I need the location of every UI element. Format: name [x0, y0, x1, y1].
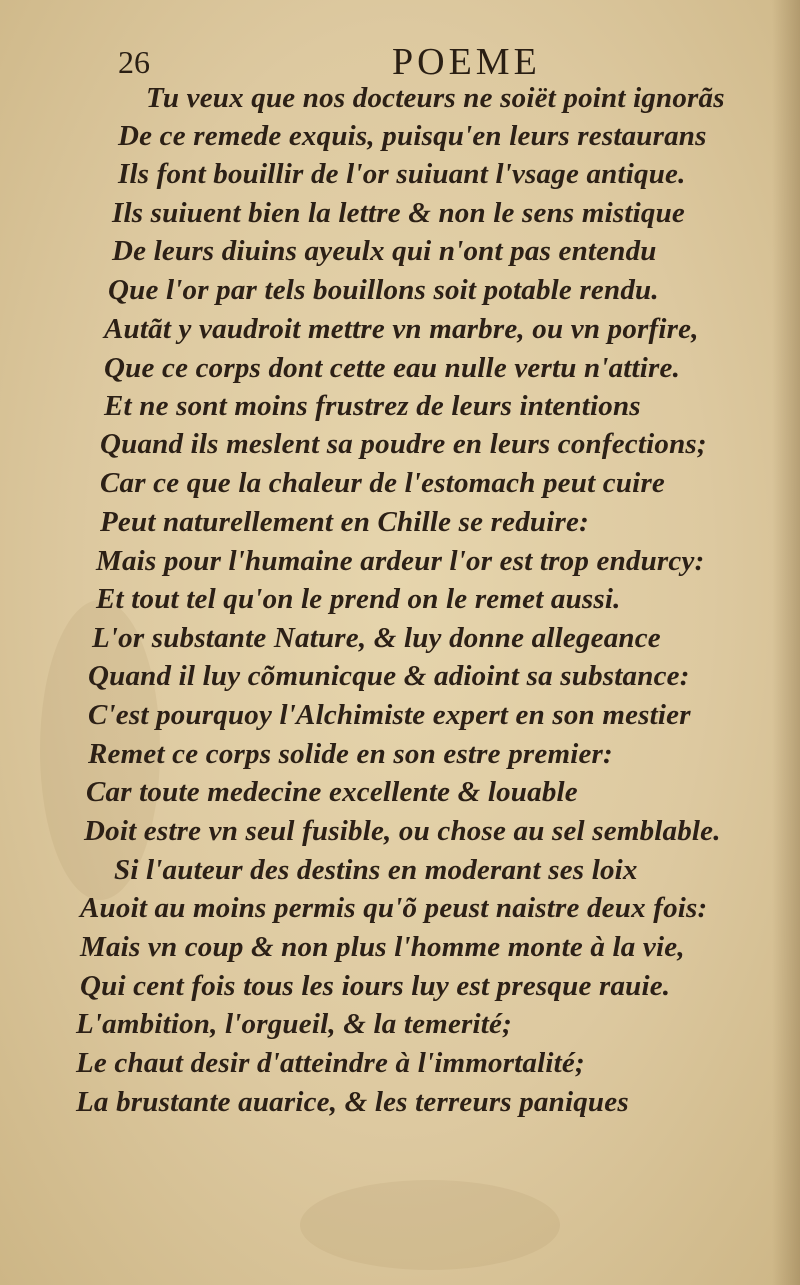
verse-line: Mais vn coup & non plus l'homme monte à la vie,: [80, 931, 685, 963]
verse-line: De leurs diuins ayeulx qui n'ont pas entendu: [112, 235, 657, 267]
verse-line: Quand il luy cõmunicque & adioint sa substance:: [88, 660, 690, 692]
verse-line: La brustante auarice, & les terreurs paniques: [76, 1086, 629, 1118]
verse-line: L'or substante Nature, & luy donne allegeance: [92, 622, 661, 654]
page-number: 26: [118, 44, 150, 80]
verse-line: Doit estre vn seul fusible, ou chose au sel semblable.: [84, 815, 721, 847]
verse-line: Quand ils meslent sa poudre en leurs confections;: [100, 428, 707, 460]
verse-line: Ils font bouillir de l'or suiuant l'vsage antique.: [118, 158, 686, 190]
verse-line: Et ne sont moins frustrez de leurs intentions: [104, 390, 641, 422]
paper-stain: [300, 1180, 560, 1270]
verse-line: Peut naturellement en Chille se reduire:: [100, 506, 589, 538]
verse-line: Mais pour l'humaine ardeur l'or est trop endurcy:: [96, 545, 705, 577]
verse-line: Le chaut desir d'atteindre à l'immortalité;: [76, 1047, 585, 1079]
verse-line: Autãt y vaudroit mettre vn marbre, ou vn porfire,: [104, 313, 699, 345]
verse-line: Et tout tel qu'on le prend on le remet aussi.: [96, 583, 621, 615]
verse-line: Que l'or par tels bouillons soit potable rendu.: [108, 274, 659, 306]
verse-line: De ce remede exquis, puisqu'en leurs restaurans: [118, 120, 707, 152]
verse-line: Si l'auteur des destins en moderant ses loix: [114, 854, 638, 886]
verse-line: Remet ce corps solide en son estre premier:: [88, 738, 613, 770]
verse-line: L'ambition, l'orgueil, & la temerité;: [76, 1008, 512, 1040]
running-title: POEME: [392, 41, 541, 83]
verse-line: Ils suiuent bien la lettre & non le sens mistique: [112, 197, 685, 229]
verse-line: Qui cent fois tous les iours luy est presque rauie.: [80, 970, 671, 1002]
verse-line: Car ce que la chaleur de l'estomach peut cuire: [100, 467, 666, 499]
page-edge-shadow: [772, 0, 800, 1285]
verse-line: C'est pourquoy l'Alchimiste expert en son mestier: [88, 699, 691, 731]
verse-line: Car toute medecine excellente & louable: [86, 776, 578, 808]
verse-line: Auoit au moins permis qu'õ peust naistre deux fois:: [80, 892, 708, 924]
verse-line: Que ce corps dont cette eau nulle vertu n'attire.: [104, 352, 681, 384]
verse-line: Tu veux que nos docteurs ne soiët point ignorãs: [146, 82, 725, 114]
